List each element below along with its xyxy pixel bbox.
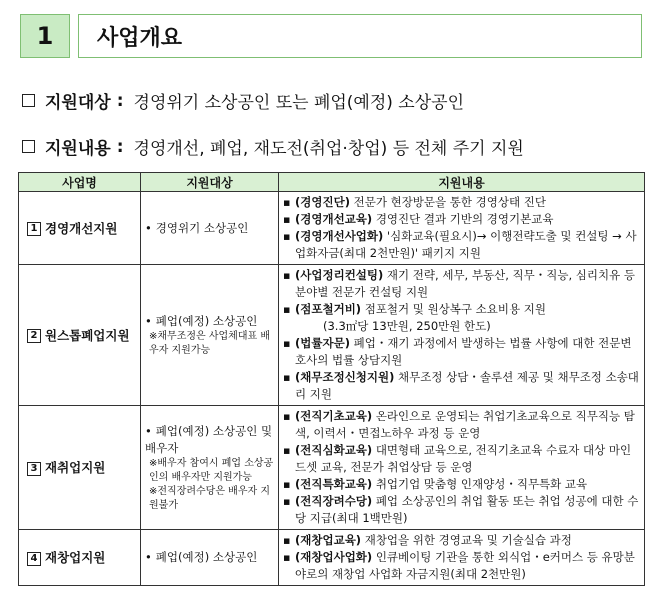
- content-item: [283, 211, 640, 228]
- content-text: 경영개선, 폐업, 재도전(취업·창업) 등 전체 주기 지원: [133, 139, 524, 159]
- content-item: [283, 442, 640, 476]
- program-number: 2: [27, 329, 41, 343]
- content-item: [283, 408, 640, 442]
- header-target: 지원대상: [141, 173, 279, 192]
- content-item: [283, 549, 640, 583]
- content-text: 점포철거 및 원상복구 소요비용 지원: [361, 302, 546, 316]
- program-name: [19, 192, 141, 265]
- content-line: 지원내용 : 경영개선, 폐업, 재도전(취업·창업) 등 전체 주기 지원: [22, 134, 524, 159]
- content-item: [283, 335, 640, 369]
- target-note: ※전직장려수당은 배우자 지원불가: [149, 485, 270, 511]
- program-name-label: 재창업지원: [45, 550, 106, 565]
- content-tag: (전직심화교육): [295, 443, 373, 457]
- target-text: 경영위기 소상공인 또는 폐업(예정) 소상공인: [133, 93, 464, 113]
- program-target: [141, 406, 279, 530]
- program-number: 1: [27, 222, 41, 236]
- checkbox-icon: [22, 140, 35, 153]
- target-label: 지원대상: [45, 93, 111, 113]
- content-tag: (전직기초교육): [295, 409, 373, 423]
- table-row: [19, 406, 645, 530]
- content-extra: (3.3㎡당 13만원, 250만원 한도): [323, 319, 491, 333]
- program-target: [141, 530, 279, 586]
- content-tag: (재창업사업화): [295, 550, 373, 564]
- content-text: 온라인으로 운영되는 취업기초교육으로 직무직능 탐색, 이력서・면접노하우 과정 등 운영: [295, 409, 635, 440]
- table-row: [19, 265, 645, 406]
- content-item: [283, 194, 640, 211]
- content-item: [283, 476, 640, 493]
- content-item: [283, 493, 640, 527]
- program-name-label: 재취업지원: [45, 460, 106, 475]
- target-text: • 폐업(예정) 소상공인 및 배우자: [145, 423, 274, 457]
- table-header-row: [19, 173, 645, 192]
- program-content: [279, 265, 645, 406]
- content-tag: (전직장려수당): [295, 494, 373, 508]
- target-text: • 경영위기 소상공인: [145, 220, 274, 237]
- content-item: [283, 369, 640, 403]
- content-tag: (재창업교육): [295, 533, 362, 547]
- program-content: [279, 192, 645, 265]
- program-name: [19, 265, 141, 406]
- content-text: 대면형태 교육으로, 전직기초교육 수료자 대상 마인드셋 교육, 전문가 취업상담 등 운영: [295, 443, 632, 474]
- section-number: 1: [20, 14, 70, 58]
- content-label: 지원내용: [45, 139, 111, 159]
- content-text: 경영진단 결과 기반의 경영기본교육: [372, 212, 554, 226]
- content-tag: (채무조정신청지원): [295, 370, 395, 384]
- content-text: 재창업을 위한 경영교육 및 기술실습 과정: [361, 533, 572, 547]
- content-item: [283, 532, 640, 549]
- program-number: 3: [27, 462, 41, 476]
- content-item: [283, 228, 640, 262]
- content-text: 폐업・재기 과정에서 발생하는 법률 사항에 대한 전문변호사의 법률 상담지원: [295, 336, 632, 367]
- content-tag: (경영개선교육): [295, 212, 373, 226]
- program-content: [279, 530, 645, 586]
- section-header: [20, 14, 642, 60]
- program-name-label: 경영개선지원: [45, 220, 118, 236]
- checkbox-icon: [22, 94, 35, 107]
- content-text: 재기 전략, 세무, 부동산, 직무・직능, 심리치유 등 분야별 전문가 컨설팅 지원: [295, 268, 635, 299]
- table-row: [19, 530, 645, 586]
- content-item: [283, 267, 640, 301]
- target-note: ※채무조정은 사업체대표 배우자 지원가능: [149, 330, 270, 356]
- section-title: 사업개요: [78, 14, 642, 58]
- target-note: ※배우자 참여시 폐업 소상공인의 배우자만 지원가능: [149, 457, 274, 483]
- program-number: 4: [27, 552, 41, 566]
- content-text: 전문가 현장방문을 통한 경영상태 진단: [349, 195, 546, 209]
- header-name: 사업명: [19, 173, 141, 192]
- header-content: 지원내용: [279, 173, 645, 192]
- table-row: [19, 192, 645, 265]
- content-text: 폐업 소상공인의 취업 활동 또는 취업 성공에 대한 수당 지급(최대 1백만원): [295, 494, 639, 525]
- content-text: 채무조정 상담・솔루션 제공 및 채무조정 소송대리 지원: [295, 370, 639, 401]
- program-name: [19, 406, 141, 530]
- program-name-label: 원스톱폐업지원: [45, 327, 130, 343]
- content-tag: (경영진단): [295, 195, 350, 209]
- program-name: [19, 530, 141, 586]
- program-table: [18, 172, 645, 586]
- content-tag: (전직특화교육): [295, 477, 373, 491]
- content-text: 취업기업 맞춤형 인재양성・직무특화 교육: [372, 477, 588, 491]
- content-item: [283, 301, 640, 318]
- content-tag: (법률자문): [295, 336, 350, 350]
- program-target: [141, 192, 279, 265]
- content-tag: (경영개선사업화): [295, 229, 384, 243]
- content-text: '심화교육(필요시)→ 이행전략도출 및 컨설팅 → 사업화자금(최대 2천만원)' 패키지 지원: [295, 229, 637, 260]
- target-line: 지원대상 : 경영위기 소상공인 또는 폐업(예정) 소상공인: [22, 88, 464, 113]
- target-text: • 폐업(예정) 소상공인: [145, 549, 274, 566]
- program-content: [279, 406, 645, 530]
- content-text: 인큐베이팅 기관을 통한 외식업・e커머스 등 유망분야로의 재창업 사업화 자금지원(최대 2천만원): [295, 550, 635, 581]
- program-target: [141, 265, 279, 406]
- content-tag: (점포철거비): [295, 302, 362, 316]
- content-tag: (사업정리컨설팅): [295, 268, 384, 282]
- target-text: • 폐업(예정) 소상공인: [145, 313, 274, 330]
